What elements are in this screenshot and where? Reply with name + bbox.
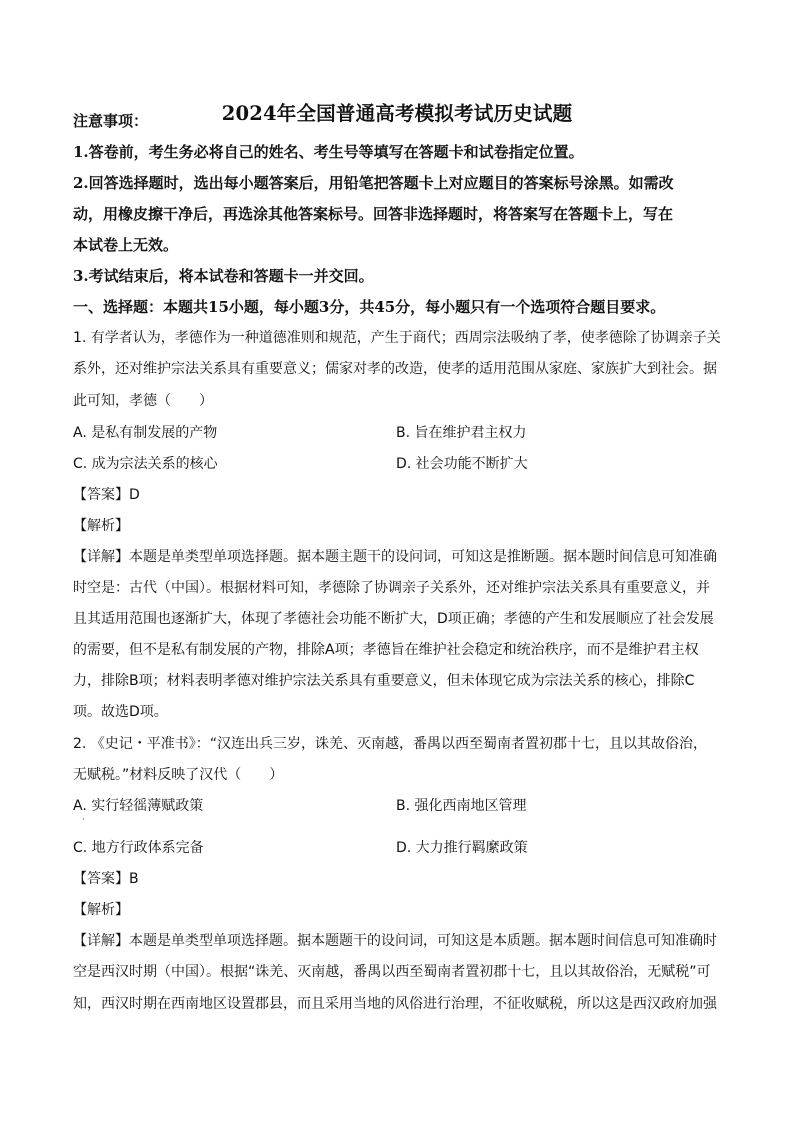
detail-tag: 【详解】 [73, 933, 129, 949]
question-2-analysis-tag: 【解析】 [73, 902, 129, 918]
question-2-stem-line-2: 无赋税。”材料反映了汉代（ ） [73, 767, 284, 783]
question-2-stem-line-1: 2. 《史记・平准书》：“汉连出兵三岁，诛羌、灭南越，番禺以西至蜀南者置初郡十七，且以其故俗治， [73, 736, 708, 752]
answer-tag: 【答案】 [73, 871, 129, 887]
notice-item-1: 1.答卷前，考生务必将自己的姓名、考生号等填写在答题卡和试卷指定位置。 [73, 143, 584, 161]
question-1-detail-line-4: 的需要，但不是私有制发展的产物，排除A项；孝德旨在维护社会稳定和统治秩序，而不是维护君主权 [73, 642, 699, 658]
notice-item-2-line-3: 本试卷上无效。 [73, 236, 179, 254]
question-1-detail-line-5: 力，排除B项；材料表明孝德对维护宗法关系具有重要意义，但未体现它成为宗法关系的核心，排除C [73, 673, 695, 689]
question-2-detail-line-2: 空是西汉时期（中国）。根据“诛羌、灭南越，番禺以西至蜀南者置初郡十七，且以其故俗治，无赋税”可 [73, 964, 711, 980]
question-1-analysis-tag: 【解析】 [73, 518, 129, 534]
question-2-detail-line-3: 知，西汉时期在西南地区设置郡县，而且采用当地的风俗进行治理，不征收赋税，所以这是西汉政府加强 [73, 996, 717, 1012]
question-1-detail-line-2: 时空是：古代（中国）。根据材料可知，孝德除了协调亲子关系外，还对维护宗法关系具有重要意义，并 [73, 580, 710, 596]
page-title: 2024年全国普通高考模拟考试历史试题 [221, 102, 573, 125]
notice-item-2-line-1: 2.回答选择题时，选出每小题答案后，用铅笔把答题卡上对应题目的答案标号涂黑。如需改 [73, 174, 674, 192]
notice-item-3: 3.考试结束后，将本试卷和答题卡一并交回。 [73, 267, 374, 285]
question-1-stem-line-1: 1. 有学者认为，孝德作为一种道德准则和规范，产生于商代；西周宗法吸纳了孝，使孝德除了协调亲子关 [73, 330, 721, 346]
question-2-detail-line-1 [73, 930, 733, 950]
notice-item-2-line-2: 动，用橡皮擦干净后，再选涂其他答案标号。回答非选择题时，将答案写在答题卡上，写在 [73, 205, 674, 223]
stray-dot: · [82, 815, 85, 824]
section-heading: 一、选择题：本题共15小题，每小题3分，共45分，每小题只有一个选项符合题目要求。 [73, 298, 666, 316]
question-2-option-b: B. 强化西南地区管理 [396, 798, 527, 814]
question-1-answer [73, 484, 733, 504]
detail-text: 本题是单类型单项选择题。据本题题干的设问词，可知这是本质题。据本题时间信息可知准确时 [129, 933, 717, 949]
question-1-option-a: A. 是私有制发展的产物 [73, 425, 218, 441]
question-1-option-b: B. 旨在维护君主权力 [396, 425, 527, 441]
question-2-option-d: D. 大力推行羁縻政策 [396, 840, 528, 856]
question-1-detail-line-6: 项。故选D项。 [73, 704, 168, 720]
question-2-option-a: A. 实行轻徭薄赋政策 [73, 798, 204, 814]
answer-tag: 【答案】 [73, 487, 129, 503]
question-2-option-c: C. 地方行政体系完备 [73, 840, 204, 856]
notice-heading: 注意事项： [73, 112, 149, 130]
answer-value: D [129, 487, 140, 503]
detail-text: 本题是单类型单项选择题。据本题主题干的设问词，可知这是推断题。据本题时间信息可知准确 [129, 549, 717, 565]
answer-value: B [129, 871, 139, 887]
question-2-answer [73, 868, 733, 888]
question-1-option-d: D. 社会功能不断扩大 [396, 456, 528, 472]
question-1-option-c: C. 成为宗法关系的核心 [73, 456, 218, 472]
question-1-stem-line-3: 此可知，孝德（ ） [73, 393, 213, 409]
question-1-stem-line-2: 系外，还对维护宗法关系具有重要意义；儒家对孝的改造，使孝的适用范围从家庭、家族扩大到社会。据 [73, 361, 717, 377]
question-1-detail-line-3: 且其适用范围也逐渐扩大，体现了孝德社会功能不断扩大，D项正确；孝德的产生和发展顺应了社会发展 [73, 611, 714, 627]
question-1-detail-line-1 [73, 546, 733, 566]
detail-tag: 【详解】 [73, 549, 129, 565]
